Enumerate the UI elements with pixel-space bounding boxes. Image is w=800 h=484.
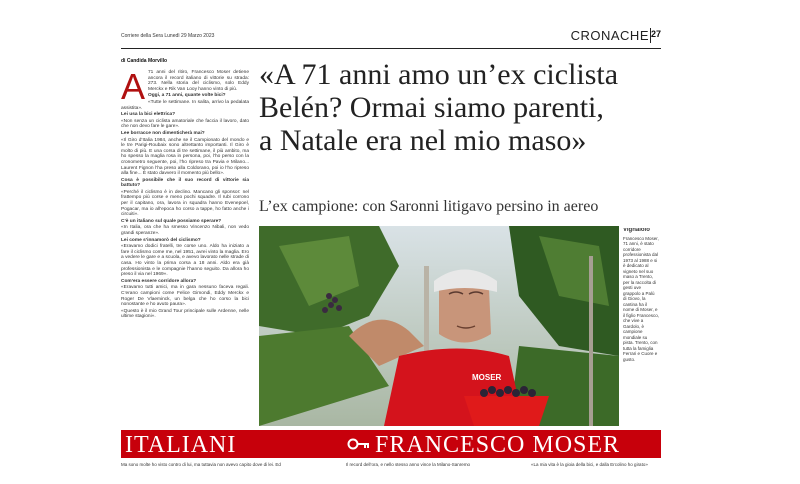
page-number: 27 bbox=[650, 29, 661, 39]
question: C’è un italiano sul quale possiamo sperare? bbox=[121, 218, 222, 224]
newspaper-page bbox=[91, 18, 663, 468]
paragraph: «Eravamo dodici fratelli, tre corse uno. Aldo ha iniziato a fare il ciclismo come me, nel 1951, avrei vinto la maglia. Ero a vedere le gare e a scuola, e avevo lavorato nelle strade di casa. Ho vinto la prima corsa a 18 anni. Aldo era già professionista e le compagnie l’hanno seguito. Da allora ho preso il via nel 1969». bbox=[121, 244, 249, 278]
question: Cosa è possibile che il suo record di vittorie sia battuto? bbox=[121, 177, 249, 189]
question: Com’era essere corridore allora? bbox=[121, 278, 197, 284]
caption-text: Francesco Moser, 71 anni, è stato corridore professionista dal 1973 al 1988 e si è dedicato al vigneto nel suo maso a Trento, per la raccolta di gesti uve grappolo a Palù di Giovo, la cantina ha il nome di Moser, e il figlio Francesco, che vive a Gardolo, è campione mondiale su pista. Trento, con tutta la famiglia Ferrari e Cuore e gusto. bbox=[623, 235, 659, 362]
question: Lei come s’innamorò del ciclismo? bbox=[121, 237, 201, 243]
photo-caption bbox=[623, 228, 659, 423]
dropcap: A bbox=[121, 66, 146, 107]
headline bbox=[259, 58, 663, 157]
banner-right-text: FRANCESCO MOSER bbox=[375, 432, 621, 458]
banner-left-text: ITALIANI bbox=[125, 432, 237, 458]
section-title: CRONACHE bbox=[570, 28, 649, 43]
headline-line: a Natale era nel mio maso» bbox=[259, 124, 587, 157]
photo-illustration bbox=[259, 226, 619, 426]
paragraph: «Tutte le settimane. In salita, arrivo la pedalata assistita». bbox=[121, 99, 249, 111]
paragraph: «Eravamo tutti amici, ma in gara nessuno faceva regali. C’erano campioni come Felice Gimondi, Eddy Merckx e Roger De Vlaeminck, un belga che ho corso la bici nonostante e ho avuto paura». bbox=[121, 285, 249, 308]
article-photo bbox=[259, 226, 619, 426]
header-rule bbox=[121, 48, 661, 49]
article-body bbox=[121, 66, 249, 320]
headline-line: Belén? Ormai siamo parenti, bbox=[259, 91, 604, 124]
section-banner bbox=[121, 430, 661, 458]
footer-text: Il record dell’ora, e nello stesso anno vince la Milano-Sanremo bbox=[346, 462, 471, 467]
footer-text: Ma sono molte ho visto contro di lui, ma tuttavia non avevo capito dove di lei. Ed bbox=[121, 462, 281, 467]
headline-line: «A 71 anni amo un’ex ciclista bbox=[259, 58, 619, 91]
byline: di Candida Morvillo bbox=[121, 58, 168, 64]
caption-title: Vignaiolo bbox=[623, 228, 650, 233]
paragraph: «Questo è il mio Grand Tour principale sulle Ardenne, nelle ultime stagioni». bbox=[121, 308, 249, 320]
jersey-text: MOSER bbox=[472, 373, 502, 382]
key-arrow-icon bbox=[347, 436, 371, 452]
footer-text: «La mia vita è la gioia della bici, e dalla Ercolino ho girato» bbox=[531, 462, 648, 467]
masthead: Corriere della Sera Lunedì 29 Marzo 2023 bbox=[121, 33, 215, 39]
subheadline: L’ex campione: con Saronni litigavo persino in aereo bbox=[259, 198, 599, 215]
next-article-strip bbox=[121, 460, 661, 468]
paragraph: «In Italia, ora che ha smesso Vincenzo Nibali, non vedo grandi speranze». bbox=[121, 225, 249, 237]
question: Lee borracce non dimenticherà mai? bbox=[121, 130, 205, 136]
paragraph: «Perché il ciclismo è in declino. Mancano gli sponsor: nel frattempo più corse e meno pochi squadre. Il rubi corrono per il capitano, ora, lavora in squadra hanno Evenepoel, Pogacar, ma io all’epoca ho corso a tappe, ho fatto anche i circuiti». bbox=[121, 189, 249, 218]
article-body-column bbox=[121, 58, 249, 430]
page-header bbox=[121, 30, 661, 46]
paragraph: «Non senza un ciclista amatoriale che faccia il lavoro, dato che non devo fare le gare». bbox=[121, 118, 249, 130]
paragraph: 71 anni del ritiro, Francesco Moser detiene ancora il record italiano di vittorie su strada: 273. Nella storia del ciclismo, solo Eddy Merckx e Rik Van Looy hanno vinto di più. bbox=[148, 70, 249, 92]
question: Lei usa la bici elettrica? bbox=[121, 112, 176, 118]
question: Oggi, a 71 anni, quante volte bici? bbox=[148, 93, 226, 99]
paragraph: «Il Giro d’Italia 1984, anche se il Campionato del mondo e le tre Parigi-Roubaix sono altrettanto importanti. Il Giro è molto di più. E una corsa di tre settimane, il più ambito, ma ho spesso la maglia rosa in persona, poi, l’ho perso con la cronometro seguente, poi, l’ho ripreso tra Pavia e Milano... Laurent Fignon l’ha preso alla Coldorano, poi io l’ho ripreso alla fine... È stato davvero il momento più bello». bbox=[121, 137, 249, 177]
